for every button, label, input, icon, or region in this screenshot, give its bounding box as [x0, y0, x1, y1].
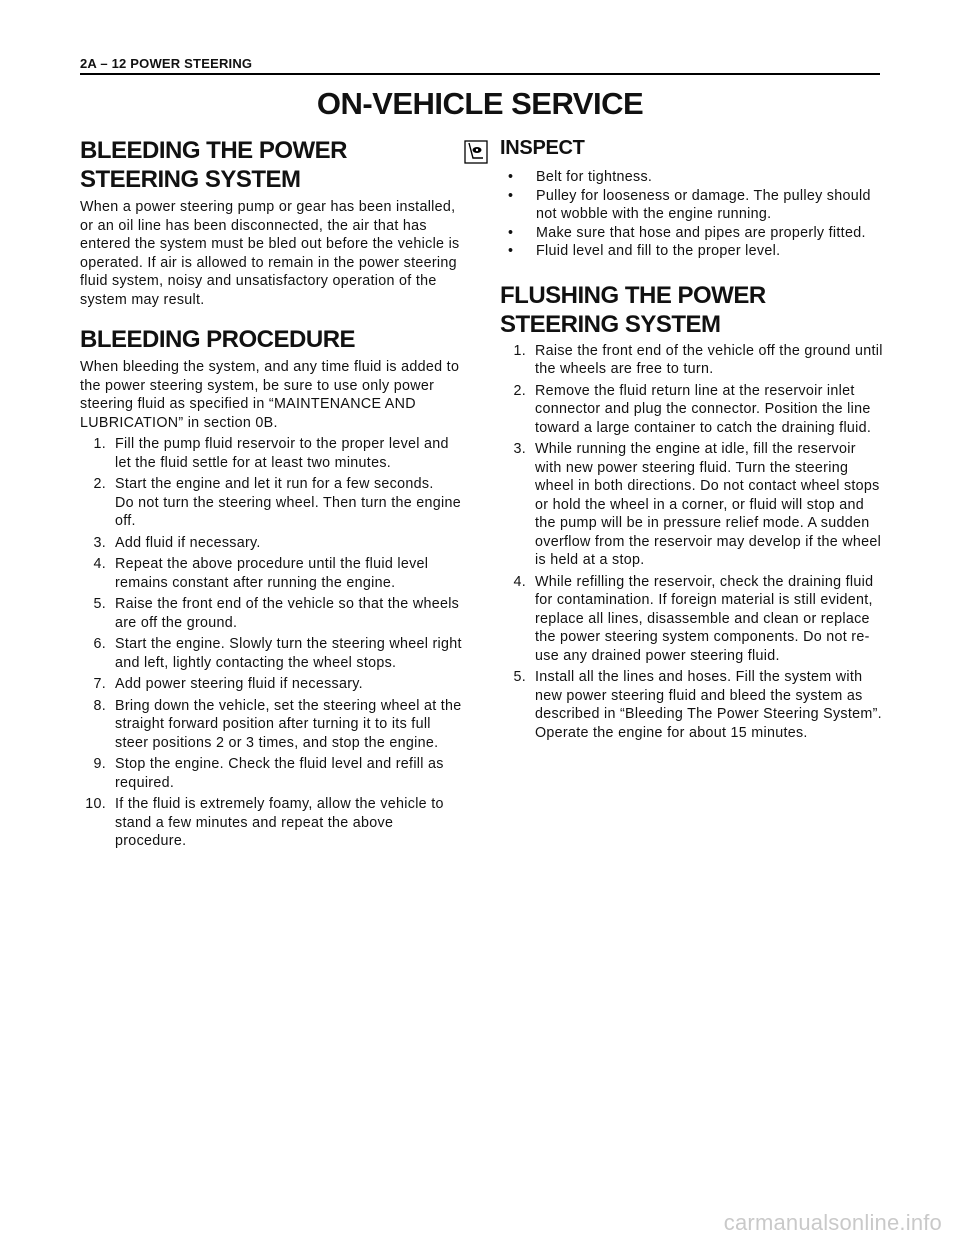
step-text: While running the engine at idle, fill the reservoir with new power steering fluid. Turn the steering wheel in both directions. Do not contact wheel stops or hold the wheel in a corner, or fluid will stop and the pump will be in pressure relief mode. A sudden overflow from the reservoir may develop if the wheel is held at a stop. [535, 441, 882, 568]
bullet-icon: • [508, 187, 514, 204]
bleeding-procedure-heading: BLEEDING PROCEDURE [80, 326, 356, 353]
step-number: 8. [93, 697, 106, 714]
page-title: ON-VEHICLE SERVICE [316, 86, 644, 121]
step-number: 2. [513, 382, 526, 399]
left-column [80, 136, 465, 851]
step-text: Add fluid if necessary. [115, 534, 261, 551]
inspect-item-text: Belt for tightness. [536, 169, 653, 185]
list-item [80, 697, 465, 753]
watermark: carmanualsonline.info [723, 1210, 942, 1235]
flushing-steps-list [500, 342, 885, 743]
step-number: 5. [93, 596, 106, 612]
step-text-continued: Do not turn the steering wheel. Then turn the engine off. [115, 494, 461, 529]
step-text: Stop the engine. Check the fluid level and refill as required. [115, 756, 444, 791]
list-item [80, 635, 465, 672]
inspect-eye-icon [464, 140, 488, 164]
inspect-heading-row [500, 136, 885, 162]
step-number: 1. [513, 342, 526, 359]
step-number: 10. [85, 796, 106, 812]
step-text: Fill the pump fluid reservoir to the proper level and let the fluid settle for at least two minutes. [115, 436, 449, 471]
list-item [80, 534, 465, 553]
list-item [500, 242, 885, 261]
step-number: 4. [93, 556, 106, 572]
list-item [500, 440, 885, 570]
step-text: If the fluid is extremely foamy, allow the vehicle to stand a few minutes and repeat the above procedure. [115, 796, 444, 849]
bleeding-system-heading: BLEEDING THE POWER STEERING SYSTEM [80, 137, 348, 193]
list-item [80, 555, 465, 592]
inspect-heading: INSPECT [500, 137, 585, 159]
step-text: Start the engine. Slowly turn the steering wheel right and left, lightly contacting the wheel stops. [115, 636, 462, 671]
bullet-icon: • [508, 243, 514, 259]
step-number: 2. [93, 476, 106, 492]
step-text: Bring down the vehicle, set the steering wheel at the straight forward position after turning it to its full steer positions 2 or 3 times, and stop the engine. [115, 697, 462, 751]
list-item [500, 187, 885, 224]
step-number: 1. [93, 436, 106, 452]
list-item [500, 168, 885, 187]
step-text: Add power steering fluid if necessary. [115, 676, 363, 692]
inspect-item-text: Make sure that hose and pipes are properly fitted. [536, 224, 866, 241]
flushing-section [500, 281, 885, 743]
step-text: Remove the fluid return line at the reservoir inlet connector and plug the connector. Position the line toward a large container to catch the draining fluid. [535, 382, 872, 436]
list-item [80, 675, 465, 694]
step-number: 5. [513, 669, 526, 685]
inspect-item-text: Fluid level and fill to the proper level. [536, 243, 781, 259]
step-text: Repeat the above procedure until the fluid level remains constant after running the engine. [115, 556, 429, 591]
step-number: 6. [93, 636, 106, 652]
step-text: Install all the lines and hoses. Fill the system with new power steering fluid and bleed the system as described in “Bleeding The Power Steering System”. Operate the engine for about 15 minutes. [535, 669, 882, 741]
inspect-item-text: Pulley for looseness or damage. The pulley should not wobble with the engine running. [536, 187, 871, 222]
list-item [80, 795, 465, 851]
step-text: Raise the front end of the vehicle so that the wheels are off the ground. [115, 596, 460, 631]
bleeding-system-text: When a power steering pump or gear has been installed, or an oil line has been disconnected, the air that has entered the system must be bled out before the vehicle is operated. If air is allowed to remain in the power steering fluid system, noisy and unsatisfactory operation of the system may result. [80, 199, 460, 308]
inspect-list [500, 168, 885, 261]
list-item [500, 224, 885, 243]
right-column [500, 136, 885, 742]
bullet-icon: • [508, 169, 514, 185]
step-text: Start the engine and let it run for a few seconds. [115, 476, 434, 492]
bleeding-procedure-intro: When bleeding the system, and any time fluid is added to the power steering system, be sure to use only power steering fluid as specified in “MAINTENANCE AND LUBRICATION” in section 0B. [80, 359, 460, 431]
step-text: While refilling the reservoir, check the draining fluid for contamination. If foreign material is still evident, replace all lines, disassemble and clean or replace the power steering system components. Do not re-use any drained power steering fluid. [535, 573, 874, 664]
step-number: 3. [513, 441, 526, 457]
step-number: 4. [513, 573, 526, 590]
list-item [80, 435, 465, 472]
list-item [80, 595, 465, 632]
step-number: 7. [93, 676, 106, 692]
list-item [500, 668, 885, 742]
list-item [500, 342, 885, 379]
list-item [80, 755, 465, 792]
step-number: 9. [93, 756, 106, 772]
list-item [500, 382, 885, 438]
list-item [80, 475, 465, 531]
flushing-heading: FLUSHING THE POWER STEERING SYSTEM [500, 281, 766, 338]
bleeding-steps-list [80, 435, 465, 851]
list-item [500, 573, 885, 666]
bullet-icon: • [508, 224, 514, 241]
step-number: 3. [93, 534, 106, 551]
step-text: Raise the front end of the vehicle off the ground until the wheels are free to turn. [535, 342, 883, 377]
page-header: 2A – 12 POWER STEERING [80, 56, 880, 75]
